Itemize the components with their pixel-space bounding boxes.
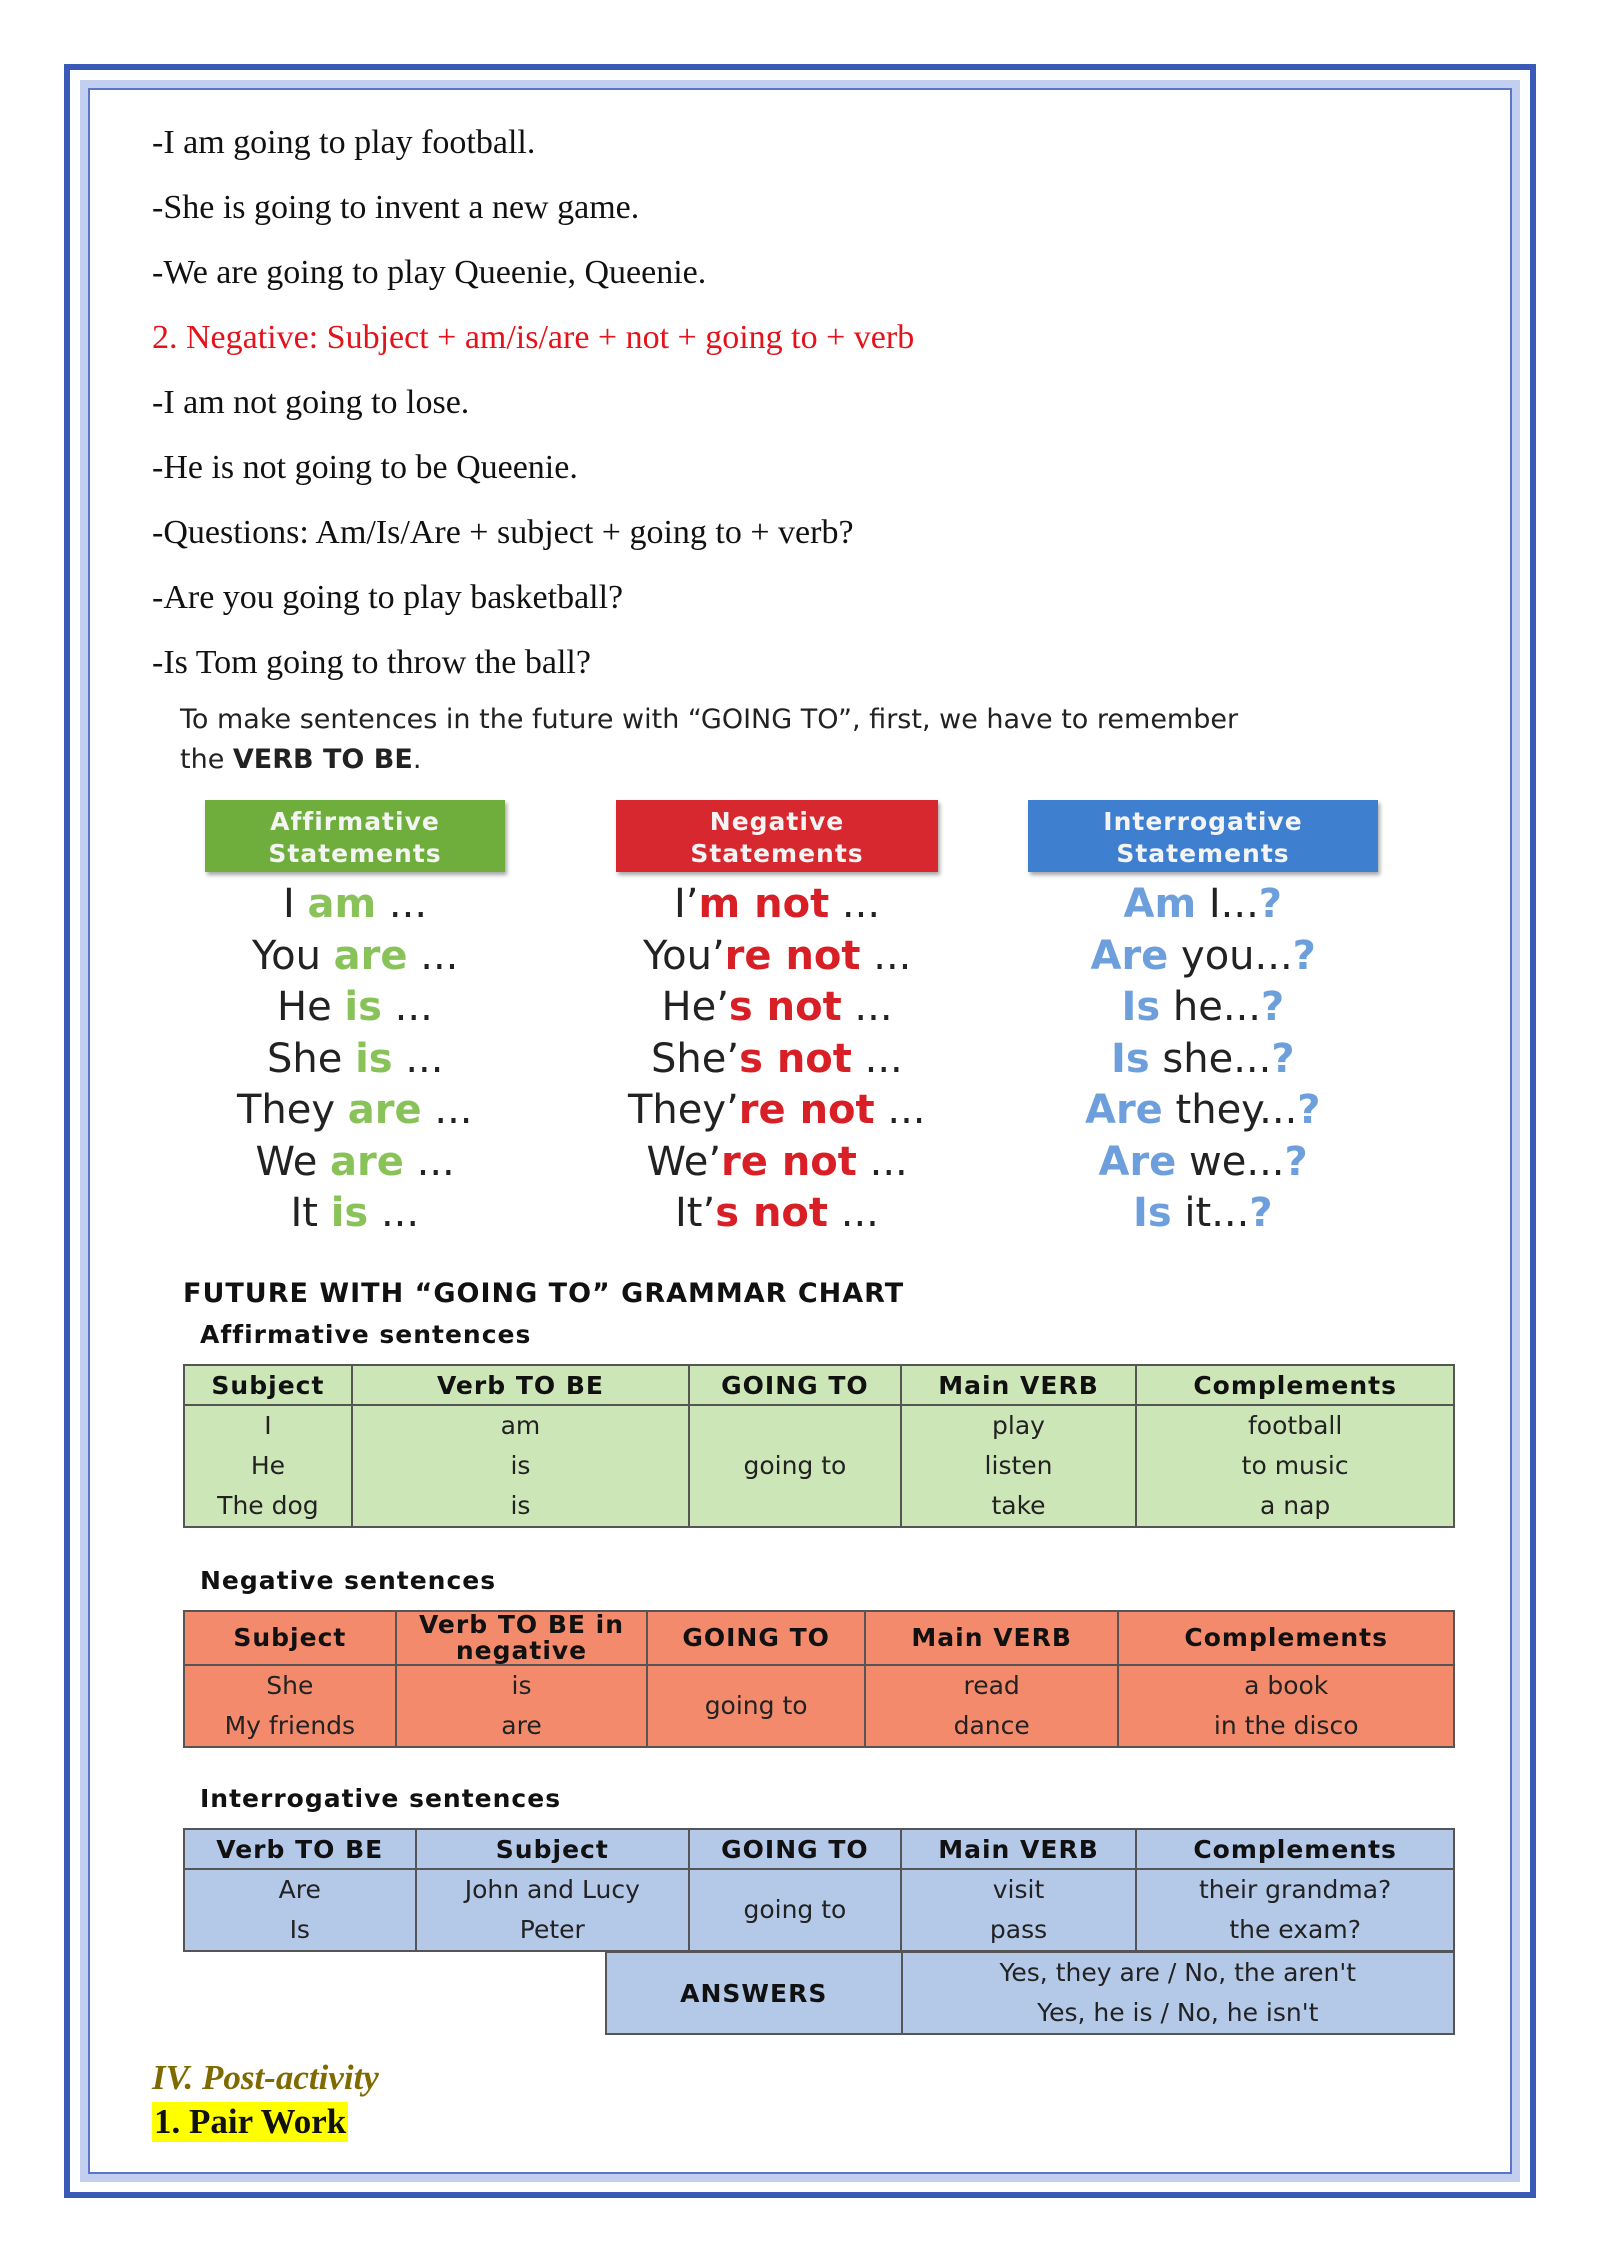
header-cell: Complements [1136, 1829, 1454, 1869]
main-verb-cell: read dance [865, 1665, 1118, 1747]
subject-cell: I He The dog [184, 1405, 352, 1527]
header-cell: Complements [1136, 1365, 1454, 1405]
header-cell: Verb TO BE in negative [396, 1611, 648, 1665]
negative-statement: We’re not ... [646, 1138, 908, 1185]
affirmative-header: Affirmative Statements [205, 800, 505, 872]
text-lines [152, 110, 1452, 695]
intro-line-1: To make sentences in the future with “GOING TO”, first, we have to remember [180, 704, 1239, 735]
text-line: -I am going to play football. [152, 124, 536, 161]
negative-rule: 2. Negative: Subject + am/is/are + not + going to + verb [152, 319, 915, 356]
affirmative-statement: We are ... [255, 1138, 455, 1185]
affirmative-sentences-title: Affirmative sentences [200, 1320, 532, 1349]
header-cell: Main VERB [901, 1365, 1137, 1405]
interrogative-header: Interrogative Statements [1028, 800, 1378, 872]
header-cell: Complements [1118, 1611, 1454, 1665]
negative-statement: He’s not ... [661, 984, 893, 1030]
interrogative-table [183, 1828, 1455, 1952]
interrogative-sentences-title: Interrogative sentences [200, 1784, 562, 1813]
interrogative-statement: Is he...? [1121, 984, 1285, 1030]
verb-cell: is are [396, 1665, 648, 1747]
affirmative-statement: They are ... [237, 1087, 473, 1133]
negative-table [183, 1610, 1455, 1748]
text-line: -Are you going to play basketball? [152, 579, 624, 616]
complement-cell: their grandma? the exam? [1136, 1869, 1454, 1951]
header-cell: GOING TO [647, 1611, 865, 1665]
verb-cell: Are Is [184, 1869, 416, 1951]
complement-cell: football to music a nap [1136, 1405, 1454, 1527]
main-verb-cell: play listen take [901, 1405, 1137, 1527]
negative-statement: It’s not ... [675, 1190, 879, 1236]
verb-to-be-figure [180, 700, 1460, 2027]
negative-header: Negative Statements [616, 800, 938, 872]
figure-intro [180, 700, 1460, 780]
complement-cell: a book in the disco [1118, 1665, 1454, 1747]
header-cell: GOING TO [689, 1365, 901, 1405]
affirmative-table [183, 1364, 1455, 1528]
header-cell: Main VERB [901, 1829, 1137, 1869]
interrogative-statement: Are you...? [1090, 932, 1316, 979]
going-to-cell: going to [689, 1405, 901, 1527]
affirmative-statement: You are ... [252, 932, 459, 979]
subject-cell: She My friends [184, 1665, 396, 1747]
affirmative-statement: She is ... [267, 1035, 444, 1082]
header-cell: Verb TO BE [184, 1829, 416, 1869]
negative-statement: I’m not ... [674, 881, 881, 927]
pair-work-heading: 1. Pair Work [154, 2102, 347, 2141]
text-line: -We are going to play Queenie, Queenie. [152, 254, 707, 291]
negative-statement: They’re not ... [628, 1087, 926, 1133]
affirmative-statement: It is ... [290, 1190, 420, 1236]
interrogative-statement: Am I...? [1123, 881, 1282, 927]
header-cell: Subject [416, 1829, 690, 1869]
header-cell: Main VERB [865, 1611, 1118, 1665]
header-cell: GOING TO [689, 1829, 901, 1869]
post-activity-heading: IV. Post-activity [152, 2058, 379, 2097]
negative-sentences-title: Negative sentences [200, 1566, 497, 1595]
answers-table [605, 1951, 1455, 2035]
affirmative-statement: I am ... [283, 881, 428, 927]
intro-line-2: the VERB TO BE. [180, 744, 422, 775]
text-line: -She is going to invent a new game. [152, 189, 640, 226]
text-line: -Questions: Am/Is/Are + subject + going to + verb? [152, 514, 854, 551]
header-cell: Verb TO BE [352, 1365, 689, 1405]
answers-label: ANSWERS [606, 1952, 902, 2034]
going-to-cell: going to [647, 1665, 865, 1747]
subject-cell: John and Lucy Peter [416, 1869, 690, 1951]
interrogative-statement: Are they...? [1085, 1087, 1321, 1133]
header-cell: Subject [184, 1611, 396, 1665]
affirmative-statement: He is ... [277, 984, 433, 1030]
text-line: -Is Tom going to throw the ball? [152, 644, 591, 681]
answers-cell: Yes, they are / No, the aren't Yes, he is / No, he isn't [902, 1952, 1454, 2034]
going-to-cell: going to [689, 1869, 901, 1951]
negative-statement: She’s not ... [651, 1035, 903, 1082]
verb-cell: am is is [352, 1405, 689, 1527]
header-cell: Subject [184, 1365, 352, 1405]
text-line: -I am not going to lose. [152, 384, 470, 421]
negative-statement: You’re not ... [643, 932, 912, 979]
main-verb-cell: visit pass [901, 1869, 1137, 1951]
interrogative-statement: Is she...? [1111, 1035, 1295, 1082]
text-line: -He is not going to be Queenie. [152, 449, 578, 486]
interrogative-statement: Are we...? [1098, 1138, 1308, 1185]
interrogative-statement: Is it...? [1133, 1190, 1273, 1236]
chart-title: FUTURE WITH “GOING TO” GRAMMAR CHART [183, 1278, 905, 1309]
